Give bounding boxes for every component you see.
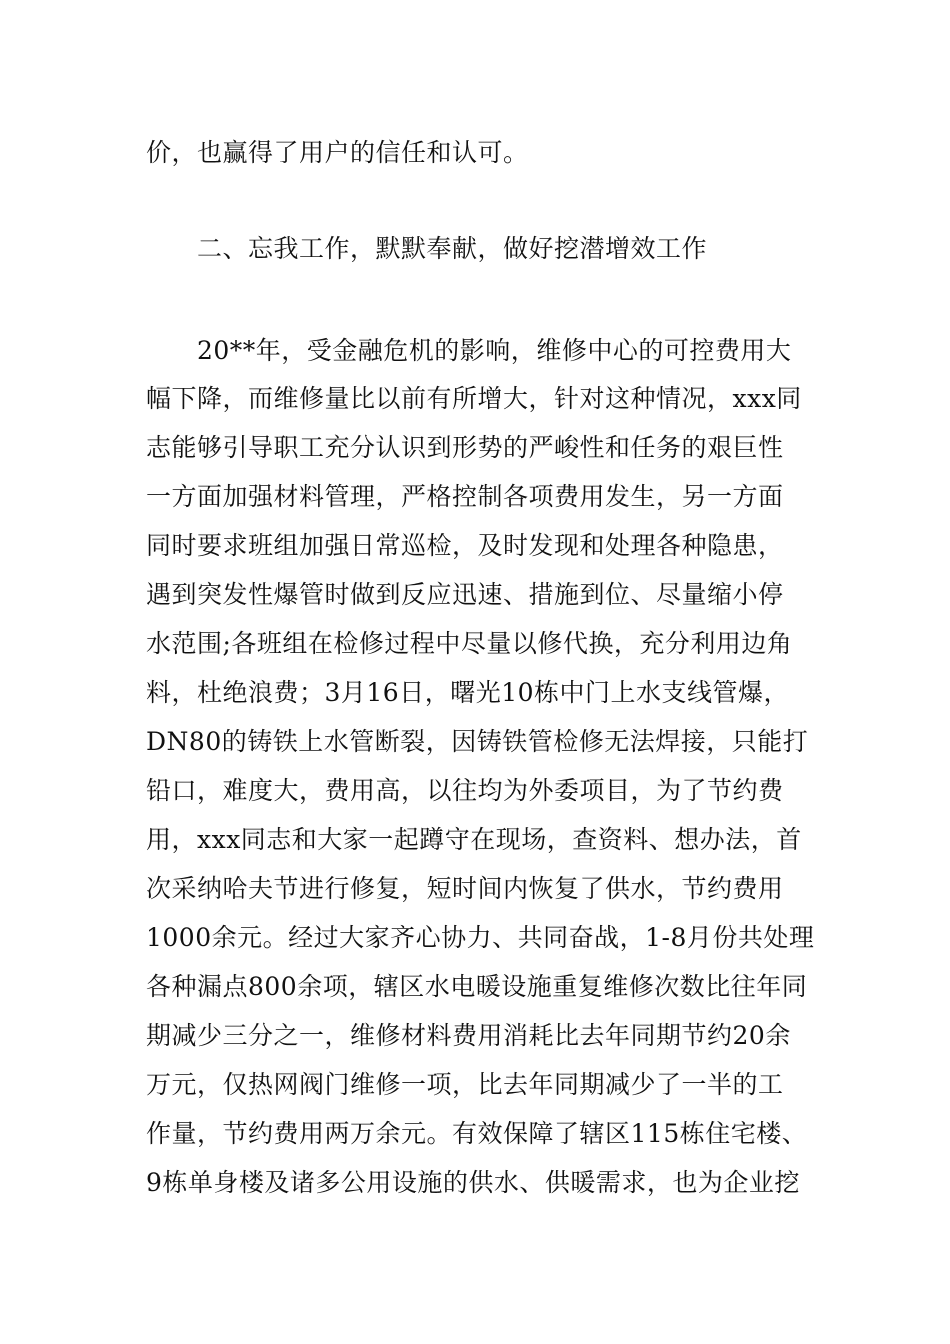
paragraph-continuation-line: 价，也赢得了用户的信任和认可。 — [146, 138, 529, 167]
paragraph-line: 9栋单身楼及诸多公用设施的供水、供暖需求，也为企业挖 — [146, 1168, 800, 1197]
paragraph-line: 幅下降，而维修量比以前有所增大，针对这种情况，xxx同 — [146, 384, 802, 413]
paragraph-line: 水范围;各班组在检修过程中尽量以修代换，充分利用边角 — [146, 629, 793, 658]
paragraph-line: 同时要求班组加强日常巡检，及时发现和处理各种隐患， — [146, 531, 784, 560]
paragraph-line: 遇到突发性爆管时做到反应迅速、措施到位、尽量缩小停 — [146, 580, 784, 609]
paragraph-line: 次采纳哈夫节进行修复，短时间内恢复了供水，节约费用 — [146, 874, 784, 903]
paragraph-line: 20**年，受金融危机的影响，维修中心的可控费用大 — [197, 336, 792, 365]
paragraph-line: 料，杜绝浪费；3月16日，曙光10栋中门上水支线管爆， — [146, 678, 790, 707]
paragraph-line: 各种漏点800余项，辖区水电暖设施重复维修次数比往年同 — [146, 972, 808, 1001]
paragraph-line: 志能够引导职工充分认识到形势的严峻性和任务的艰巨性 — [146, 433, 784, 462]
paragraph-line: 作量，节约费用两万余元。有效保障了辖区115栋住宅楼、 — [146, 1119, 808, 1148]
paragraph-line: DN80的铸铁上水管断裂，因铸铁管检修无法焊接，只能打 — [146, 727, 809, 756]
paragraph-line: 万元，仅热网阀门维修一项，比去年同期减少了一半的工 — [146, 1070, 784, 1099]
section-heading: 二、忘我工作，默默奉献，做好挖潜增效工作 — [197, 234, 708, 263]
paragraph-line: 1000余元。经过大家齐心协力、共同奋战，1-8月份共处理 — [146, 923, 815, 952]
paragraph-line: 一方面加强材料管理，严格控制各项费用发生，另一方面 — [146, 482, 784, 511]
paragraph-line: 期减少三分之一，维修材料费用消耗比去年同期节约20余 — [146, 1021, 791, 1050]
paragraph-line: 铅口，难度大，费用高，以往均为外委项目，为了节约费 — [146, 776, 784, 805]
paragraph-line: 用，xxx同志和大家一起蹲守在现场，查资料、想办法，首 — [146, 825, 802, 854]
